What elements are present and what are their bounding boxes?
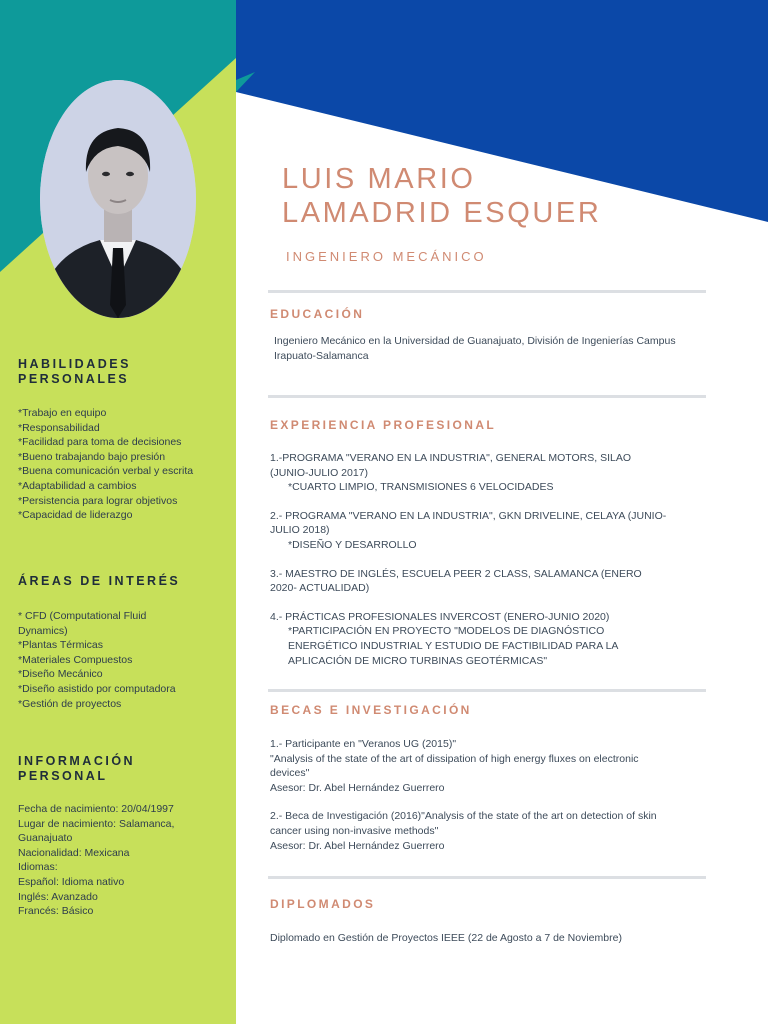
list-item: Fecha de nacimiento: 20/04/1997 (18, 803, 174, 815)
list-item: *Facilidad para toma de decisiones (18, 436, 182, 449)
diplomas-text: Diplomado en Gestión de Proyectos IEEE (22 de Agosto a 7 de Noviembre) (270, 932, 622, 944)
research-title: BECAS E INVESTIGACIÓN (270, 703, 472, 717)
person-portrait-icon (40, 80, 196, 318)
experience-detail: *CUARTO LIMPIO, TRANSMISIONES 6 VELOCIDADES (288, 481, 554, 494)
research-line: "Analysis of the state of the art of dissipation of high energy fluxes on electronic devices" (270, 752, 639, 780)
experience-item: 1.-PROGRAMA "VERANO EN LA INDUSTRIA", GENERAL MOTORS, SILAO (JUNIO-JULIO 2017) (270, 452, 632, 479)
divider (268, 395, 706, 398)
profile-photo (40, 80, 196, 318)
job-title: INGENIERO MECÁNICO (286, 249, 487, 264)
name-line-1: LUIS MARIO (282, 163, 476, 195)
experience-detail: *DISEÑO Y DESARROLLO (288, 538, 417, 551)
list-item: *Trabajo en equipo (18, 407, 107, 419)
skills-list (18, 406, 223, 523)
interests-list (18, 609, 183, 711)
experience-item: 4.- PRÁCTICAS PROFESIONALES INVERCOST (ENERO-JUNIO 2020) (270, 610, 610, 623)
list-item: Lugar de nacimiento: Salamanca, Guanajuato (18, 817, 175, 845)
list-item: *Diseño asistido por computadora (18, 682, 176, 695)
list-item: Inglés: Avanzado (18, 890, 98, 903)
education-text: Ingeniero Mecánico en la Universidad de Guanajuato, División de Ingenierías Campus Irapuato-Salamanca (274, 335, 676, 362)
diplomas-title: DIPLOMADOS (270, 897, 376, 911)
list-item: *Diseño Mecánico (18, 668, 103, 681)
list-item: Español: Idioma nativo (18, 875, 125, 888)
personal-info-list (18, 802, 203, 919)
list-item: Nacionalidad: Mexicana (18, 846, 130, 859)
list-item: *Gestión de proyectos (18, 697, 122, 710)
interests-title: ÁREAS DE INTERÉS (18, 574, 181, 588)
experience-title: EXPERIENCIA PROFESIONAL (270, 418, 497, 432)
person-name (282, 162, 601, 230)
list-item: * CFD (Computational Fluid Dynamics) (18, 610, 147, 637)
research-list (270, 737, 670, 853)
list-item: Francés: Básico (18, 905, 94, 918)
experience-detail: *PARTICIPACIÓN EN PROYECTO "MODELOS DE DIAGNÓSTICO ENERGÉTICO INDUSTRIAL Y ESTUDIO DE FACTIBILIDAD PARA LA APLICACIÓN DE MICRO TURBINAS GEOTÉRMICAS" (288, 625, 618, 667)
divider (268, 290, 706, 293)
research-line: 1.- Participante en "Veranos UG (2015)" (270, 738, 457, 750)
list-item: *Plantas Térmicas (18, 639, 104, 652)
experience-list (270, 451, 670, 668)
list-item: *Adaptabilidad a cambios (18, 479, 137, 492)
list-item: *Bueno trabajando bajo presión (18, 450, 166, 463)
list-item: *Buena comunicación verbal y escrita (18, 465, 194, 478)
education-title: EDUCACIÓN (270, 307, 365, 321)
sidebar (0, 0, 236, 1024)
experience-item: 2.- PROGRAMA "VERANO EN LA INDUSTRIA", GKN DRIVELINE, CELAYA (JUNIO-JULIO 2018) (270, 509, 667, 537)
research-line: Asesor: Dr. Abel Hernández Guerrero (270, 839, 445, 852)
list-item: *Persistencia para lograr objetivos (18, 494, 178, 507)
list-item: Idiomas: (18, 861, 58, 874)
divider (268, 689, 706, 692)
skills-title: HABILIDADES PERSONALES (18, 357, 131, 386)
name-line-2: LAMADRID ESQUER (282, 197, 602, 229)
research-line: 2.- Beca de Investigación (2016)"Analysis of the state of the art on detection of skin cancer using non-invasive methods" (270, 810, 657, 837)
list-item: *Capacidad de liderazgo (18, 509, 133, 522)
list-item: *Materiales Compuestos (18, 653, 133, 666)
list-item: *Responsabilidad (18, 421, 100, 434)
personal-info-title: INFORMACIÓN PERSONAL (18, 754, 136, 783)
experience-item: 3.- MAESTRO DE INGLÉS, ESCUELA PEER 2 CLASS, SALAMANCA (ENERO 2020- ACTUALIDAD) (270, 567, 642, 595)
divider (268, 876, 706, 879)
research-line: Asesor: Dr. Abel Hernández Guerrero (270, 781, 445, 794)
